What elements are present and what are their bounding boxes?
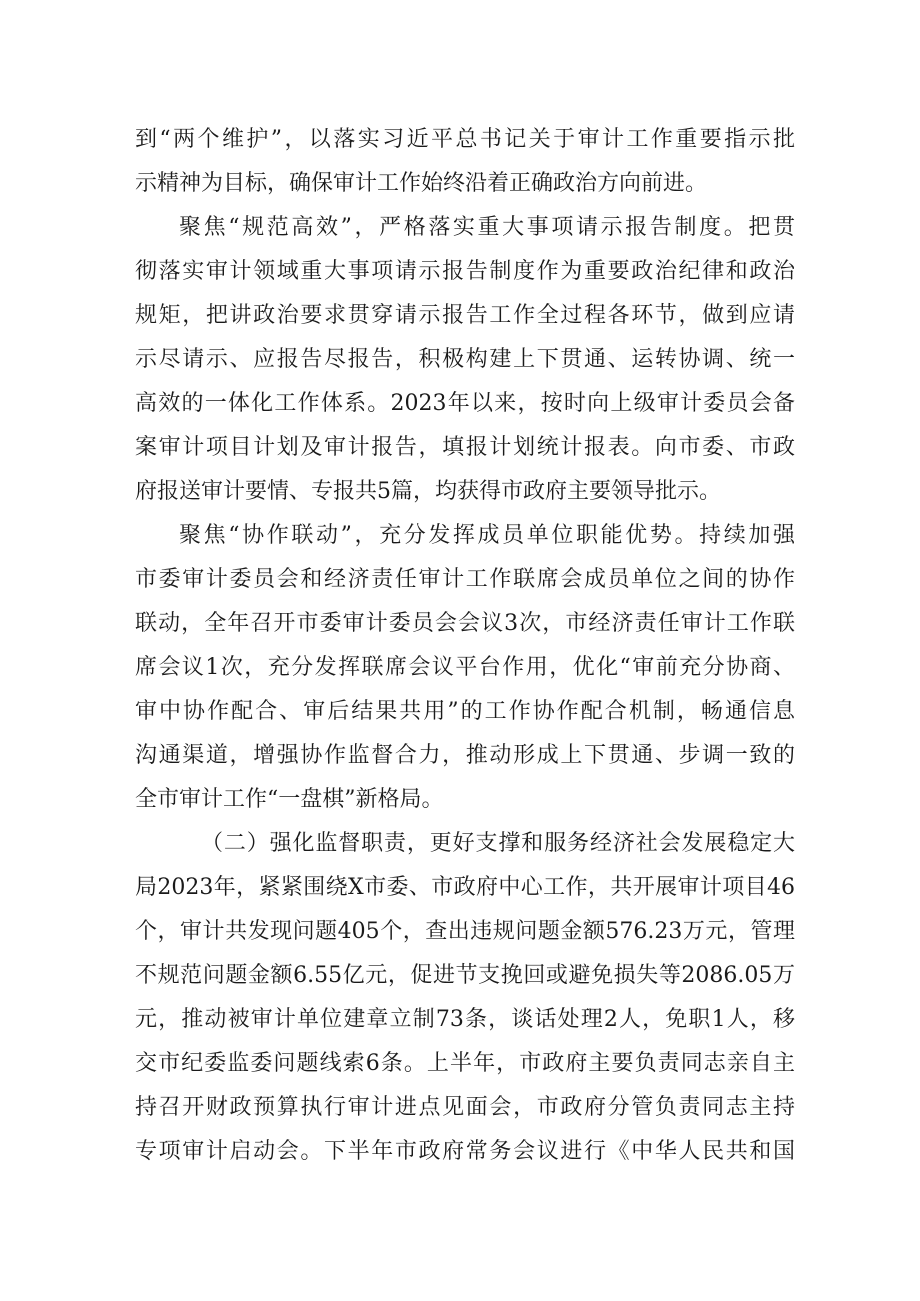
text-line: 案审计项目计划及审计报告，填报计划统计报表。向市委、市政 bbox=[135, 435, 795, 460]
document-body bbox=[135, 118, 795, 1174]
text-line: 席会议1次，充分发挥联席会议平台作用，优化“审前充分协商、 bbox=[135, 655, 795, 680]
text-line: 元，推动被审计单位建章立制73条，谈话处理2人，免职1人，移 bbox=[135, 1007, 795, 1032]
paragraph-first-line: 聚焦“协作联动”，充分发挥成员单位职能优势。持续加强 bbox=[179, 523, 795, 548]
text-line: 全市审计工作“一盘棋”新格局。 bbox=[135, 787, 444, 812]
text-line: 府报送审计要情、专报共5篇，均获得市政府主要领导批示。 bbox=[135, 479, 721, 504]
text-line: 到“两个维护”，以落实习近平总书记关于审计工作重要指示批 bbox=[135, 127, 795, 152]
section-heading-line: （二）强化监督职责，更好支撑和服务经济社会发展稳定大 bbox=[201, 831, 795, 856]
text-line: 高效的一体化工作体系。2023年以来，按时向上级审计委员会备 bbox=[135, 391, 795, 416]
text-line: 沟通渠道，增强协作监督合力，推动形成上下贯通、步调一致的 bbox=[135, 743, 795, 768]
text-line: 示精神为目标，确保审计工作始终沿着正确政治方向前进。 bbox=[135, 171, 708, 196]
text-line: 市委审计委员会和经济责任审计工作联席会成员单位之间的协作 bbox=[135, 567, 795, 592]
text-line: 规矩，把讲政治要求贯穿请示报告工作全过程各环节，做到应请 bbox=[135, 303, 795, 328]
text-line: 彻落实审计领域重大事项请示报告制度作为重要政治纪律和政治 bbox=[135, 259, 795, 284]
text-line: 不规范问题金额6.55亿元，促进节支挽回或避免损失等2086.05万 bbox=[135, 963, 795, 988]
paragraph-first-line: 聚焦“规范高效”，严格落实重大事项请示报告制度。把贯 bbox=[179, 215, 795, 240]
text-line: 联动，全年召开市委审计委员会会议3次，市经济责任审计工作联 bbox=[135, 611, 795, 636]
text-line: 局2023年，紧紧围绕X市委、市政府中心工作，共开展审计项目46 bbox=[135, 875, 795, 900]
text-line: 交市纪委监委问题线索6条。上半年，市政府主要负责同志亲自主 bbox=[135, 1051, 795, 1076]
text-line: 持召开财政预算执行审计进点见面会，市政府分管负责同志主持 bbox=[135, 1095, 795, 1120]
text-line: 示尽请示、应报告尽报告，积极构建上下贯通、运转协调、统一 bbox=[135, 347, 795, 372]
text-line: 专项审计启动会。下半年市政府常务会议进行《中华人民共和国 bbox=[135, 1139, 795, 1164]
text-line: 审中协作配合、审后结果共用”的工作协作配合机制，畅通信息 bbox=[135, 699, 795, 724]
text-line: 个，审计共发现问题405个，查出违规问题金额576.23万元，管理 bbox=[135, 919, 795, 944]
